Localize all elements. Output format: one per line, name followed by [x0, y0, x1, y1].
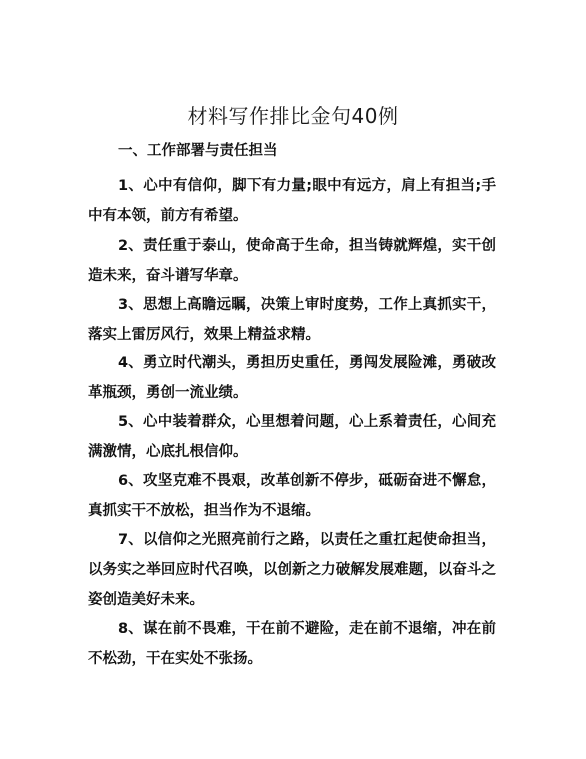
list-item: 3、思想上高瞻远瞩，决策上审时度势，工作上真抓实干，落实上雷厉风行，效果上精益求精。: [88, 297, 496, 343]
list-item: 5、心中装着群众，心里想着问题，心上系着责任，心间充满激情，心底扎根信仰。: [88, 414, 496, 460]
list-item: 2、责任重于泰山，使命高于生命，担当铸就辉煌，实干创造未来，奋斗谱写华章。: [88, 238, 496, 284]
document-title: 材料写作排比金句40例: [187, 104, 399, 128]
list-item: 1、心中有信仰，脚下有力量;眼中有远方，肩上有担当;手中有本领，前方有希望。: [88, 178, 496, 224]
section-heading: 一、工作部署与责任担当: [118, 143, 278, 159]
list-item: 4、勇立时代潮头，勇担历史重任，勇闯发展险滩，勇破改革瓶颈，勇创一流业绩。: [88, 355, 496, 401]
list-item: 7、以信仰之光照亮前行之路，以责任之重扛起使命担当，以务实之举回应时代召唤，以创新之力破解发展难题，以奋斗之姿创造美好未来。: [88, 532, 496, 608]
list-item: 8、谋在前不畏难，干在前不避险，走在前不退缩，冲在前不松劲，干在实处不张扬。: [88, 621, 496, 667]
list-item: 6、攻坚克难不畏艰，改革创新不停步，砥砺奋进不懈怠，真抓实干不放松，担当作为不退缩。: [88, 473, 496, 519]
